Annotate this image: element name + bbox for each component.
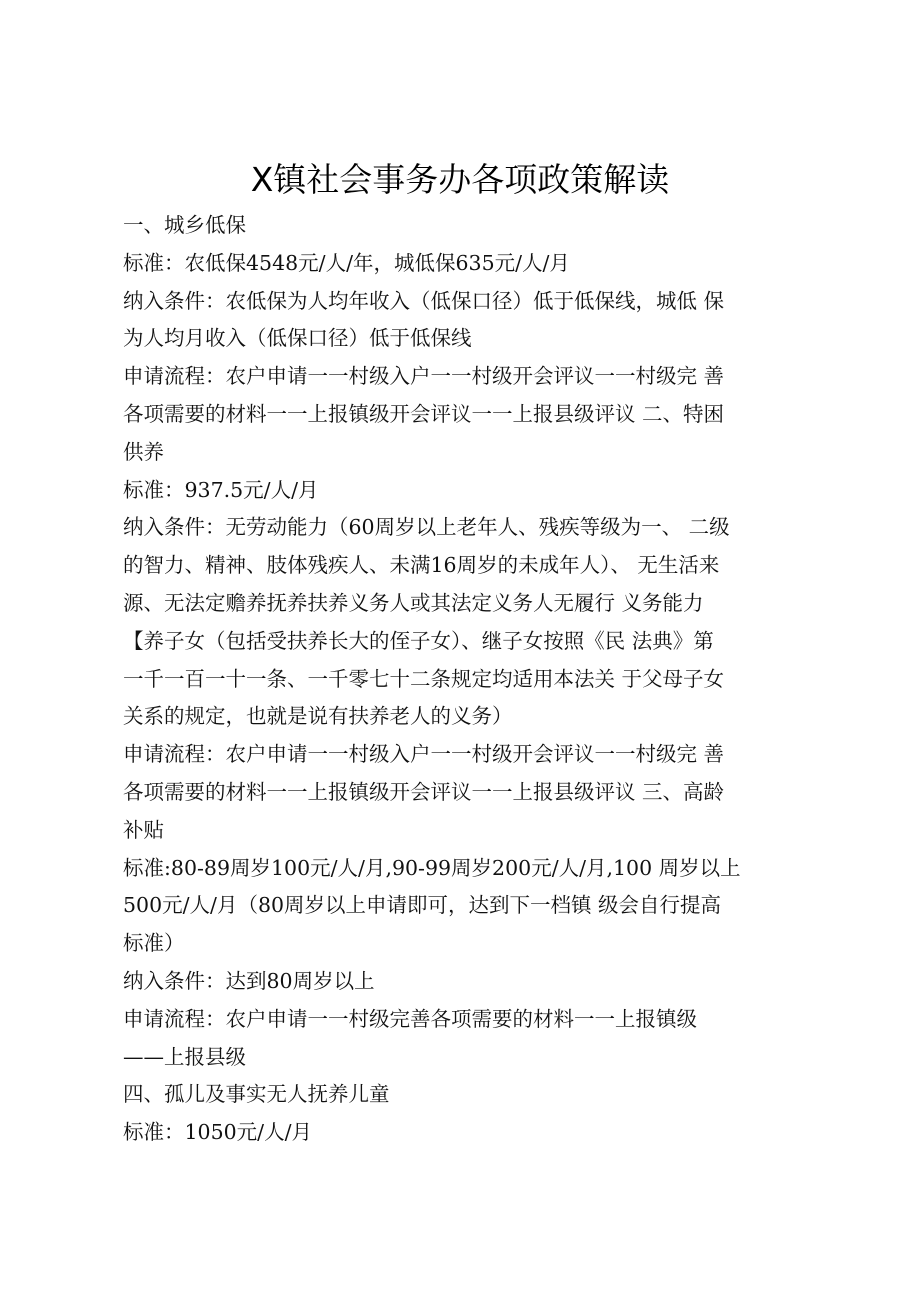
text-line: 申请流程：农户申请一一村级入户一一村级开会评议一一村级完 善 [123,364,725,389]
text-line: 标准） [123,931,185,956]
text-line: 四、孤儿及事实无人抚养儿童 [123,1082,390,1107]
text-line: 标准：农低保4548元/人/年，城低保635元/人/月 [123,250,570,275]
text-line: 纳入条件：达到80周岁以上 [123,968,375,993]
text-line: 一、城乡低保 [123,213,246,237]
text-line: 纳入条件：无劳动能力（60周岁以上老年人、残疾等级为一、 二级 [123,515,730,540]
document-body [123,207,813,1152]
text-line: 标准:80-89周岁100元/人/月,90-99周岁200元/人/月,100 周岁以上 [123,855,741,880]
text-line: 申请流程：农户申请一一村级完善各项需要的材料一一上报镇级 [123,1006,697,1031]
text-line: 【养子女（包括受扶养长大的侄子女）、继子女按照《民 法典》第 [123,628,714,653]
text-line: 一千一百一十一条、一千零七十二条规定均适用本法关 于父母子女 [123,666,725,691]
text-line: 补贴 [123,817,164,842]
text-line: 标准：937.5元/人/月 [123,477,319,502]
text-line: 纳入条件：农低保为人均年收入（低保口径）低于低保线，城低 保 [123,288,725,313]
text-line: 的智力、精神、肢体残疾人、未满16周岁的未成年人）、 无生活来 [123,553,720,578]
document-title: X镇社会事务办各项政策解读 [250,160,670,199]
text-line: ——上报县级 [123,1044,246,1069]
text-line: 申请流程：农户申请一一村级入户一一村级开会评议一一村级完 善 [123,742,725,767]
text-line: 关系的规定，也就是说有扶养老人的义务） [123,704,513,729]
text-line: 源、无法定赡养抚养扶养义务人或其法定义务人无履行 义务能力 [123,590,704,615]
text-line: 标准：1050元/人/月 [123,1120,312,1145]
text-line: 各项需要的材料一一上报镇级开会评议一一上报县级评议 三、高龄 [123,779,725,804]
text-line: 为人均月收入（低保口径）低于低保线 [123,326,472,351]
text-line: 500元/人/月（80周岁以上申请即可，达到下一档镇 级会自行提高 [123,893,722,918]
text-line: 供养 [123,439,164,464]
text-line: 各项需要的材料一一上报镇级开会评议一一上报县级评议 二、特困 [123,401,725,426]
